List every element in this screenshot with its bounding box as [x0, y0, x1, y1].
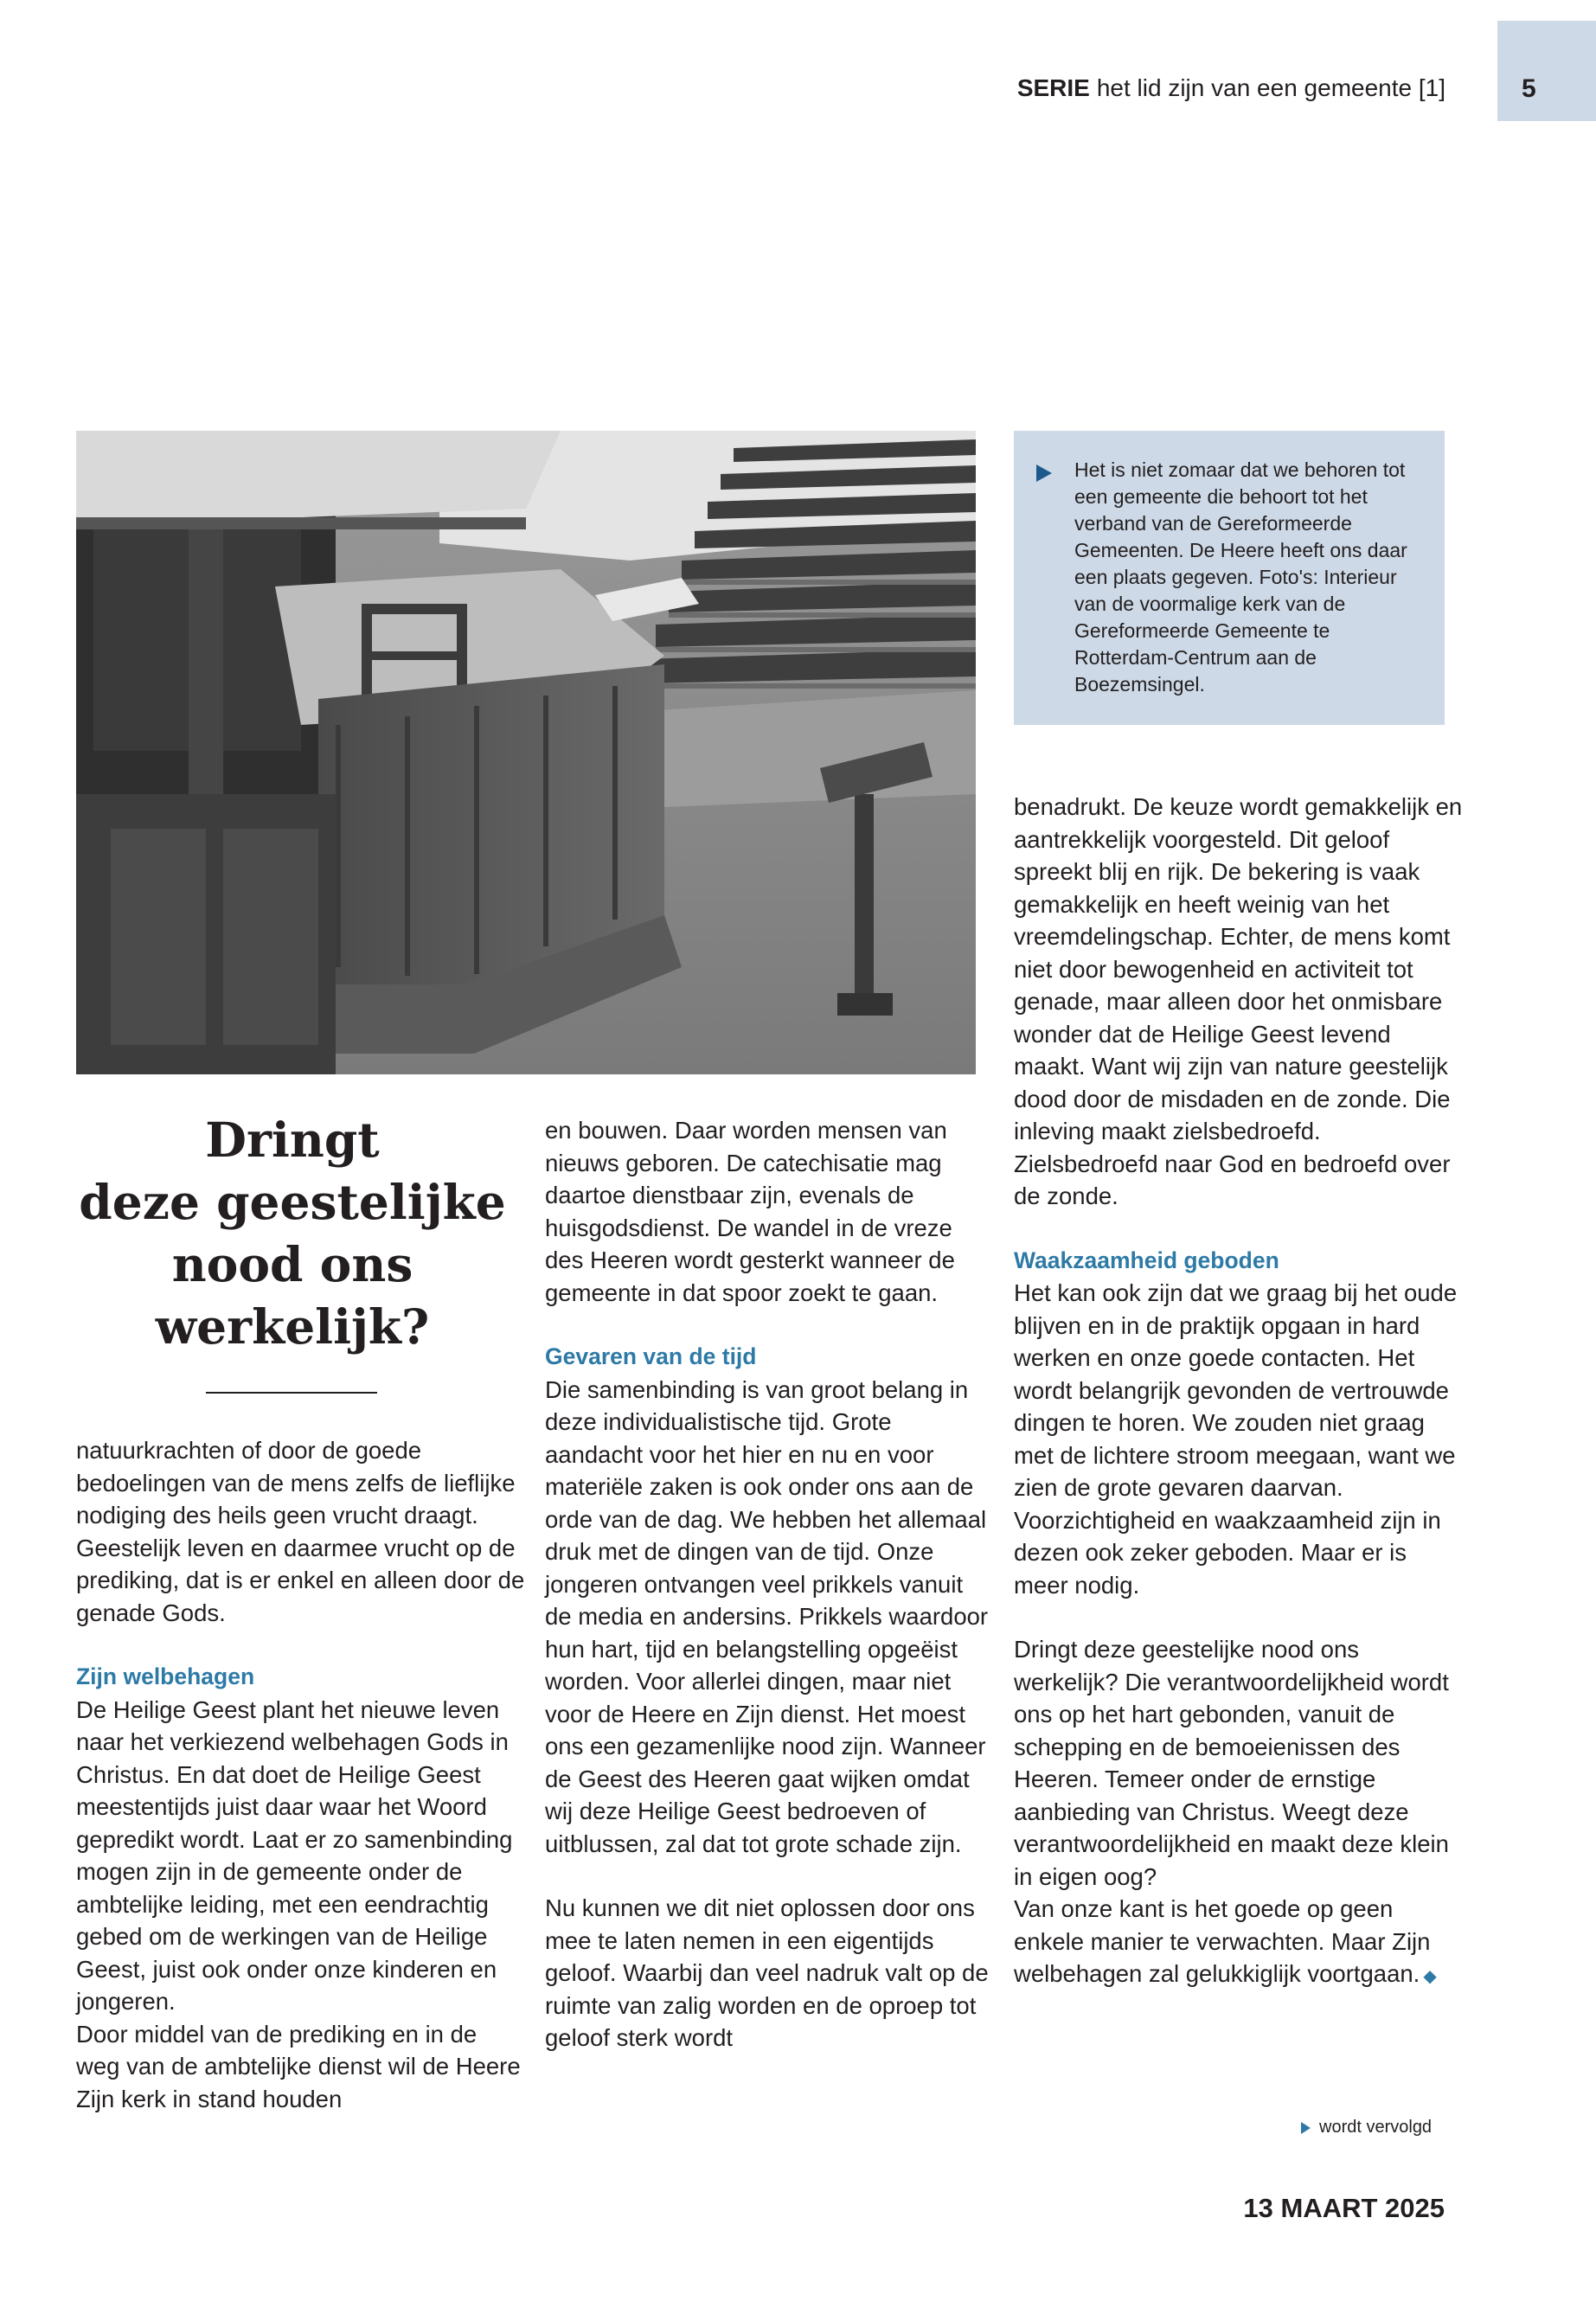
continued-arrow-icon	[1301, 2122, 1311, 2134]
left-column	[76, 1434, 526, 2115]
body-paragraph: Nu kunnen we dit niet oplossen door ons mee te laten nemen in een eigentijds geloof. Waarbij dan veel nadruk valt op de ruimte van zalig worden en de oproep tot geloof sterk wordt	[545, 1894, 989, 2051]
pull-quote-line: nood ons	[171, 1236, 413, 1292]
photo-caption: Het is niet zomaar dat we behoren tot een gemeente die behoort tot het verband van de Gereformeerde Gemeenten. De Heere heeft ons daar een plaats gegeven. Foto's: Interieur van de voormalige kerk van de Gereformeerde Gemeente te Rotterdam-Centrum aan de Boezemsingel.	[1074, 458, 1407, 695]
right-column	[1014, 791, 1464, 1994]
section-heading: Zijn welbehagen	[76, 1663, 255, 1689]
body-paragraph: benadrukt. De keuze wordt gemakkelijk en aantrekkelijk voorgesteld. Dit geloof spreekt blij en rijk. De bekering is vaak gemakkelijk en heeft weinig van het vreemdelingschap. Echter, de mens komt niet door bewogenheid en activiteit tot genade, maar alleen door het onmisbare wonder dat de Heilige Geest levend maakt. Want wij zijn van nature geestelijk dood door de misdaden en de zonde. Die inleving maakt zielsbedroefd. Zielsbedroefd naar God en bedroefd over de zonde.	[1014, 793, 1463, 1209]
page-number-tab	[1497, 21, 1596, 121]
issue-date: 13 MAART 2025	[1243, 2193, 1445, 2223]
continued-text: wordt vervolgd	[1319, 2118, 1433, 2137]
body-paragraph: natuurkrachten of door de goede bedoelingen van de mens zelfs de lieflijke nodiging des heils geen vrucht draagt. Geestelijk leven en daarmee vrucht op de prediking, dat is er enkel en alleen door de genade Gods.	[76, 1437, 525, 1626]
series-title: het lid zijn van een gemeente [1]	[1096, 74, 1445, 101]
body-paragraph: Door middel van de prediking en in de weg van de ambtelijke dienst wil de Heere Zijn kerk in stand houden	[76, 2020, 521, 2112]
section-heading: Waakzaamheid geboden	[1014, 1247, 1279, 1273]
closing-text: Van onze kant is het goede op geen enkele manier te verwachten. Maar Zijn welbehagen zal gelukkiglijk voortgaan.	[1014, 1895, 1431, 1987]
series-label: SERIE	[1016, 74, 1090, 101]
end-mark-icon: ◆	[1423, 1967, 1437, 1986]
pull-quote-line: deze geestelijke	[79, 1174, 506, 1230]
body-paragraph: en bouwen. Daar worden mensen van nieuws geboren. De catechisatie mag daartoe dienstbaar zijn, evenals de huisgodsdienst. De wandel in de vreze des Heeren wordt gesterkt wanneer de gemeente in dat spoor zoekt te gaan.	[545, 1117, 955, 1306]
body-paragraph: Dringt deze geestelijke nood ons werkelijk? Die verantwoordelijkheid wordt ons op het hart gebonden, vanuit de schepping en de bemoeienissen des Heeren. Temeer onder de ernstige aanbieding van Christus. Weegt deze verantwoordelijkheid en maakt deze klein in eigen oog?	[1014, 1636, 1449, 1890]
body-paragraph: De Heilige Geest plant het nieuwe leven naar het verkiezend welbehagen Gods in Christus. En dat doet de Heilige Geest meestentijds juist daar waar het Woord gepredikt wordt. Laat er zo samenbinding mogen zijn in de gemeente onder de ambtelijke leiding, met een eendrachtig gebed om de werkingen van de Heilige Geest, juist ook onder onze kinderen en jongeren.	[76, 1695, 513, 2015]
pull-quote-line: Dringt	[205, 1112, 380, 1168]
continued-note	[1301, 2118, 1432, 2138]
pull-quote-line: werkelijk?	[155, 1298, 430, 1355]
body-paragraph	[1014, 1893, 1464, 1994]
page-number: 5	[1522, 74, 1536, 103]
running-header	[1017, 74, 1445, 102]
photo-illustration	[76, 431, 976, 1074]
pull-quote-rule	[206, 1392, 377, 1394]
body-paragraph: Het kan ook zijn dat we graag bij het oude blijven en in de praktijk opgaan in hard werken en onze goede contacten. Het wordt belangrijk gevonden de vertrouwde dingen te horen. We zouden niet graag met de lichtere stroom meegaan, want we zien de grote gevaren daarvan. Voorzichtigheid en waakzaamheid zijn in dezen ook zeker geboden. Maar er is meer nodig.	[1014, 1279, 1458, 1599]
section-heading: Gevaren van de tijd	[545, 1343, 757, 1369]
church-interior-photo	[76, 431, 976, 1074]
middle-column	[545, 1114, 995, 2054]
photo-caption-box	[1014, 431, 1445, 725]
caption-arrow-icon	[1036, 465, 1052, 482]
body-paragraph: Die samenbinding is van groot belang in deze individualistische tijd. Grote aandacht voor het hier en nu en voor materiële zaken is ook onder ons aan de orde van de dag. We hebben het allemaal druk met de dingen van de tijd. Onze jongeren ontvangen veel prikkels vanuit de media en andersins. Prikkels waardoor hun hart, tijd en belangstelling opgeëist worden. Voor allerlei dingen, maar niet voor de Heere en Zijn dienst. Het moest ons een gezamenlijke nood zijn. Wanneer de Geest des Heeren gaat wijken omdat wij deze Heilige Geest bedroeven of uitblussen, zal dat tot grote schade zijn.	[545, 1375, 989, 1857]
pull-quote	[76, 1109, 509, 1358]
